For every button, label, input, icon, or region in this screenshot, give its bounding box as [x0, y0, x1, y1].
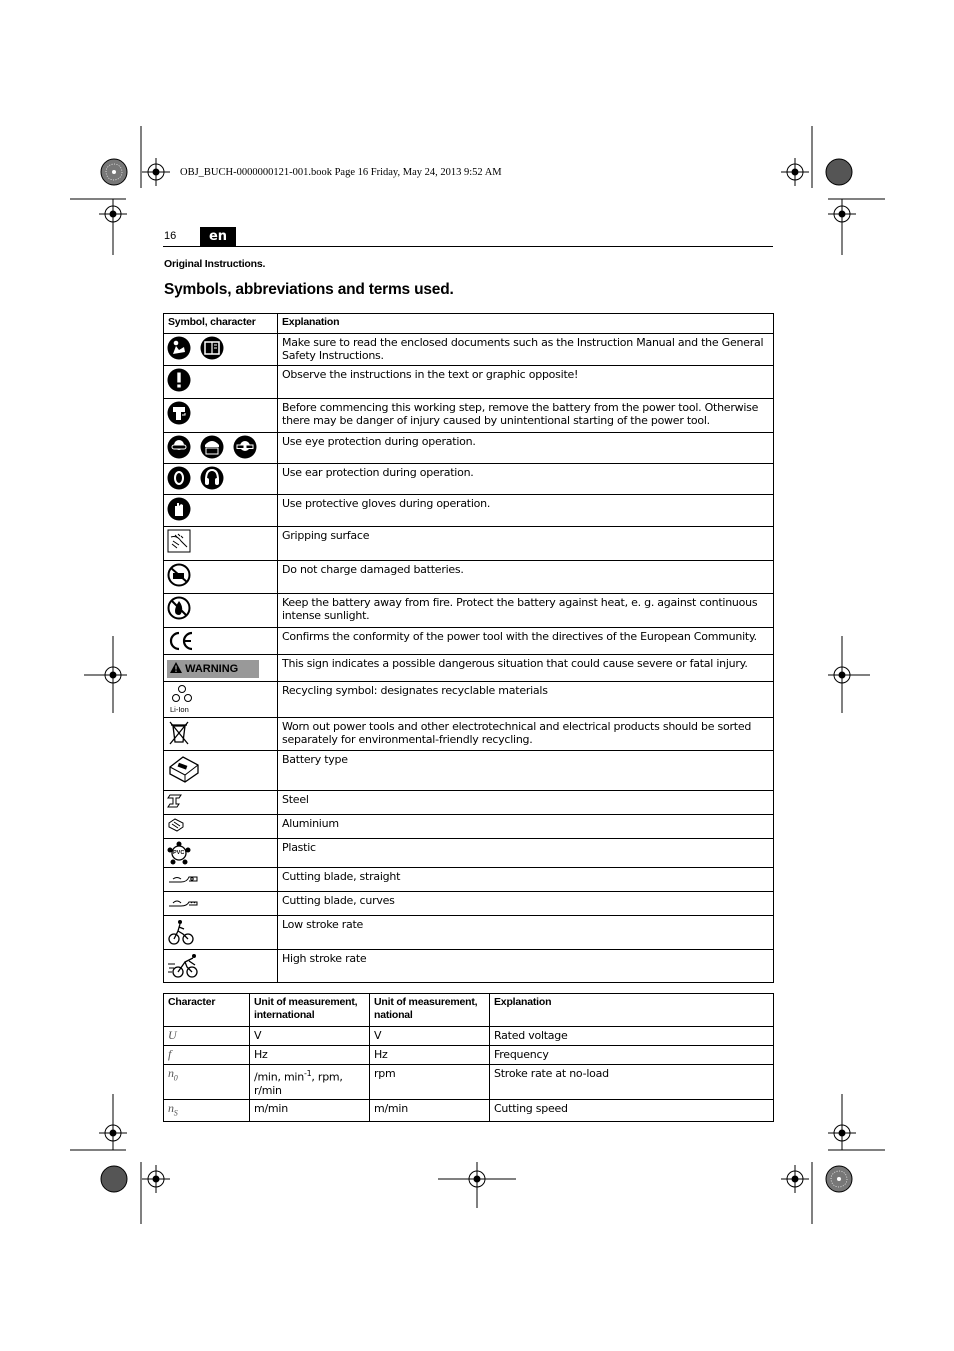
explanation-cell: Use eye protection during operation.: [278, 433, 774, 464]
no-charge-damaged-icon: [167, 563, 191, 587]
explanation-cell: Make sure to read the enclosed documents such as the Instruction Manual and the General Safety Instructions.: [278, 334, 774, 366]
symbol-cell: [164, 950, 278, 983]
battery-type-icon: [167, 753, 201, 785]
column-header-explanation: Explanation: [490, 994, 774, 1027]
international-unit-rest: , rpm, r/min: [254, 1070, 343, 1097]
character-cell: [164, 1099, 250, 1121]
symbol-cell: [164, 916, 278, 950]
international-unit-cell: V: [250, 1027, 370, 1046]
cyclist-slow-icon: [167, 918, 195, 946]
book-icon: [200, 336, 224, 360]
character-symbol: [168, 1066, 178, 1083]
symbol-cell: [164, 655, 278, 682]
table-row: [164, 334, 774, 366]
warning-sign-icon: [167, 660, 259, 678]
gloves-icon: [167, 497, 191, 521]
explanation-cell: Use protective gloves during operation.: [278, 495, 774, 527]
no-fire-icon: [167, 596, 191, 620]
recycling-arrows-icon: [169, 684, 195, 706]
national-unit-cell: Hz: [370, 1046, 490, 1065]
table-row: [164, 718, 774, 751]
symbol-cell: [164, 334, 278, 366]
li-ion-label: Li-Ion: [170, 705, 189, 714]
crossed-bin-icon: [167, 720, 191, 746]
table-row: [164, 495, 774, 527]
explanation-cell: Aluminium: [278, 815, 774, 839]
character-cell: [164, 1065, 250, 1100]
international-unit-cell: Hz: [250, 1046, 370, 1065]
recycling-li-ion-icon: [167, 684, 195, 714]
book-info-line: OBJ_BUCH-0000000121-001.book Page 16 Friday, May 24, 2013 9:52 AM: [180, 167, 502, 178]
symbol-cell: [164, 464, 278, 495]
symbol-cell: [164, 815, 278, 839]
explanation-cell: Confirms the conformity of the power tool with the directives of the European Community.: [278, 628, 774, 655]
symbol-cell: [164, 628, 278, 655]
explanation-cell: Worn out power tools and other electrotechnical and electrical products should be sorted separately for environmental-friendly recycling.: [278, 718, 774, 751]
original-instructions-label: Original Instructions.: [164, 258, 266, 270]
table-row: [164, 399, 774, 433]
character-cell: [164, 1027, 250, 1046]
explanation-cell: Observe the instructions in the text or graphic opposite!: [278, 366, 774, 399]
international-unit-cell: m/min: [250, 1099, 370, 1121]
table-row: [164, 815, 774, 839]
face-shield-icon: [200, 435, 224, 459]
symbol-cell: [164, 527, 278, 561]
warning-label: WARNING: [185, 663, 239, 675]
exclamation-icon: [167, 368, 191, 392]
explanation-cell: Plastic: [278, 839, 774, 868]
explanation-cell: Battery type: [278, 751, 774, 791]
symbol-cell: [164, 399, 278, 433]
language-badge: en: [200, 227, 236, 246]
table-row: [164, 892, 774, 916]
international-unit-base: /min, min: [254, 1070, 304, 1084]
character-symbol: [168, 1100, 178, 1118]
character-subscript: S: [173, 1108, 178, 1118]
table-row: [164, 655, 774, 682]
explanation-cell: Cutting blade, curves: [278, 892, 774, 916]
international-unit-superscript: -1: [303, 1069, 312, 1078]
explanation-cell: Use ear protection during operation.: [278, 464, 774, 495]
symbol-cell: [164, 892, 278, 916]
column-header-international: Unit of measurement, international: [250, 994, 370, 1027]
header-rule: [163, 246, 773, 247]
table-row: [164, 594, 774, 628]
plastic-icon: [167, 841, 191, 865]
character-subscript: 0: [173, 1073, 178, 1083]
gripping-surface-icon: [167, 529, 191, 553]
column-header-explanation: Explanation: [278, 314, 774, 334]
units-table: [163, 993, 774, 1122]
ear-muffs-icon: [200, 466, 224, 490]
table-row: [164, 628, 774, 655]
ear-protection-icon: [167, 466, 191, 490]
table-row: [164, 950, 774, 983]
explanation-cell: Cutting speed: [490, 1099, 774, 1121]
column-header-national: Unit of measurement, national: [370, 994, 490, 1027]
table-row: [164, 561, 774, 594]
table-row: [164, 366, 774, 399]
explanation-cell: High stroke rate: [278, 950, 774, 983]
column-header-symbol: Symbol, character: [164, 314, 278, 334]
explanation-cell: Gripping surface: [278, 527, 774, 561]
symbol-cell: [164, 791, 278, 815]
symbol-cell: [164, 751, 278, 791]
blade-straight-icon: [167, 870, 199, 886]
symbol-cell: [164, 868, 278, 892]
symbol-cell: [164, 495, 278, 527]
explanation-cell: Cutting blade, straight: [278, 868, 774, 892]
explanation-cell: Frequency: [490, 1046, 774, 1065]
table-row: [164, 839, 774, 868]
goggles-icon: [167, 435, 191, 459]
table-header-row: [164, 994, 774, 1027]
steel-icon: [167, 793, 185, 809]
symbol-cell: [164, 682, 278, 718]
explanation-cell: Rated voltage: [490, 1027, 774, 1046]
table-header-row: [164, 314, 774, 334]
table-row: [164, 916, 774, 950]
symbol-cell: [164, 561, 278, 594]
warning-triangle-icon: [170, 662, 182, 673]
explanation-cell: Stroke rate at no-load: [490, 1065, 774, 1100]
table-row: [164, 1046, 774, 1065]
table-row: [164, 682, 774, 718]
symbol-cell: [164, 433, 278, 464]
character-symbol: U: [168, 1028, 177, 1042]
explanation-cell: Keep the battery away from fire. Protect the battery against heat, e. g. against continuous intense sunlight.: [278, 594, 774, 628]
pvc-label: PVC: [173, 850, 185, 856]
explanation-cell: Steel: [278, 791, 774, 815]
table-row: [164, 791, 774, 815]
national-unit-cell: rpm: [370, 1065, 490, 1100]
character-cell: [164, 1046, 250, 1065]
symbols-table: [163, 313, 774, 983]
symbol-cell: [164, 839, 278, 868]
table-row: [164, 868, 774, 892]
table-row: [164, 751, 774, 791]
table-row: [164, 1065, 774, 1100]
table-row: [164, 1027, 774, 1046]
national-unit-cell: m/min: [370, 1099, 490, 1121]
table-row: [164, 464, 774, 495]
table-row: [164, 527, 774, 561]
international-unit-cell: [250, 1065, 370, 1100]
safety-glasses-icon: [233, 435, 257, 459]
table-row: [164, 433, 774, 464]
ce-mark-icon: [167, 630, 195, 652]
symbol-cell: [164, 594, 278, 628]
character-symbol: f: [168, 1047, 172, 1061]
cyclist-fast-icon: [167, 952, 201, 980]
table-row: [164, 1099, 774, 1121]
national-unit-cell: V: [370, 1027, 490, 1046]
explanation-cell: This sign indicates a possible dangerous situation that could cause severe or fatal injury.: [278, 655, 774, 682]
remove-battery-icon: [167, 401, 191, 425]
read-manual-icon: [167, 336, 191, 360]
explanation-cell: Before commencing this working step, remove the battery from the power tool. Otherwise there may be danger of injury caused by unintentional starting of the power tool.: [278, 399, 774, 433]
symbol-cell: [164, 366, 278, 399]
explanation-cell: Recycling symbol: designates recyclable materials: [278, 682, 774, 718]
blade-curves-icon: [167, 894, 199, 910]
explanation-cell: Do not charge damaged batteries.: [278, 561, 774, 594]
section-title: Symbols, abbreviations and terms used.: [164, 281, 454, 298]
symbol-cell: [164, 718, 278, 751]
page-number: 16: [164, 230, 177, 242]
column-header-character: Character: [164, 994, 250, 1027]
aluminium-icon: [167, 817, 185, 833]
explanation-cell: Low stroke rate: [278, 916, 774, 950]
character-base: n: [168, 1066, 174, 1080]
character-base: n: [168, 1100, 174, 1115]
